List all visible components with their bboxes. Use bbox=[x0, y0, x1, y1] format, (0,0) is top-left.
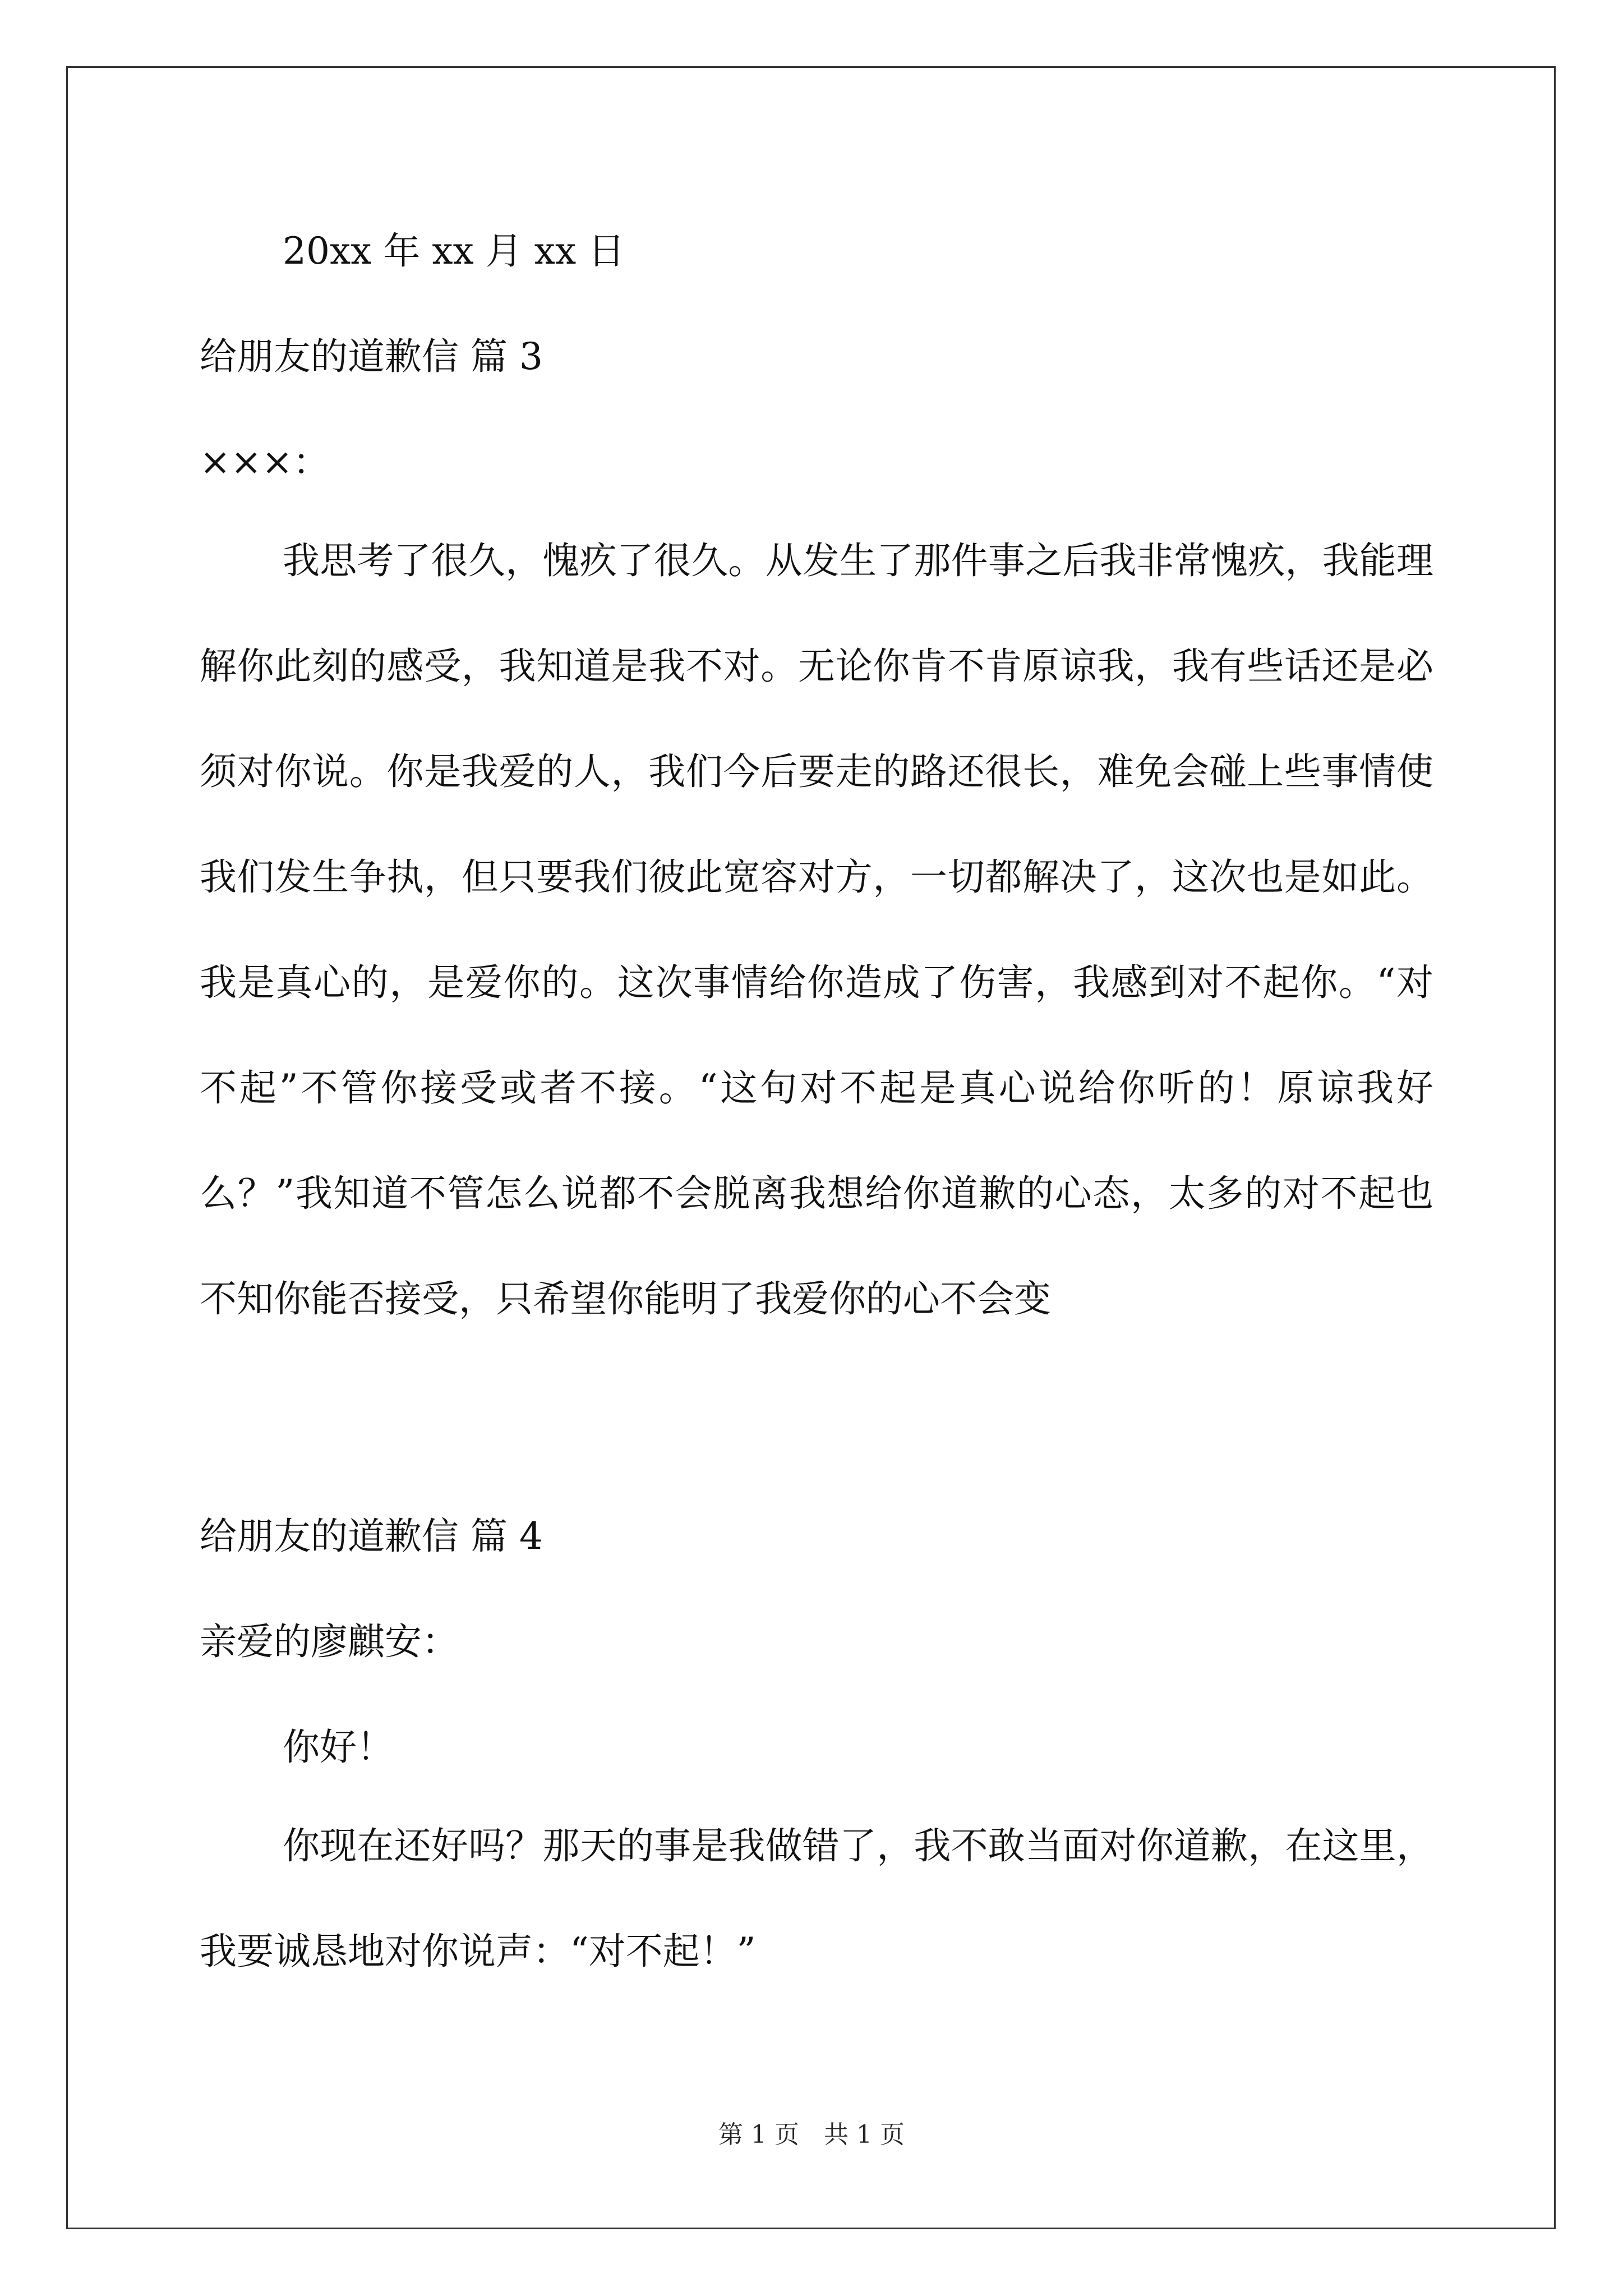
section-4-salutation: 亲爱的廖麒安： bbox=[200, 1620, 459, 1663]
section-4-heading: 给朋友的道歉信 篇 4 bbox=[200, 1515, 543, 1558]
section-4-greeting: 你好！ bbox=[283, 1726, 394, 1769]
section-3-body: 我思考了很久，愧疚了很久。从发生了那件事之后我非常愧疚，我能理解你此刻的感受，我知道是我不对。无论你肯不肯原谅我，我有些话还是必须对你说。你是我爱的人，我们今后要走的路还很长，难免会碰上些事情使我们发生争执，但只要我们彼此宽容对方，一切都解决了，这次也是如此。我是真心的，是爱你的。这次事情给你造成了伤害，我感到对不起你。“对不起”不管你接受或者不接。“这句对不起是真心说给你听的！原谅我好么？”我知道不管怎么说都不会脱离我想给你道歉的心态，太多的对不起也不知你能否接受，只希望你能明了我爱你的心不会变 bbox=[200, 539, 1433, 1320]
page-footer: 第 1 页 共 1 页 bbox=[718, 2120, 905, 2149]
section-3-salutation: ×××： bbox=[200, 440, 330, 484]
section-4-body: 你现在还好吗？那天的事是我做错了，我不敢当面对你道歉，在这里，我要诚恳地对你说声：“对不起！” bbox=[200, 1824, 1433, 1973]
date-line: 20xx 年 xx 月 xx 日 bbox=[283, 229, 625, 273]
section-3-heading: 给朋友的道歉信 篇 3 bbox=[200, 335, 543, 378]
